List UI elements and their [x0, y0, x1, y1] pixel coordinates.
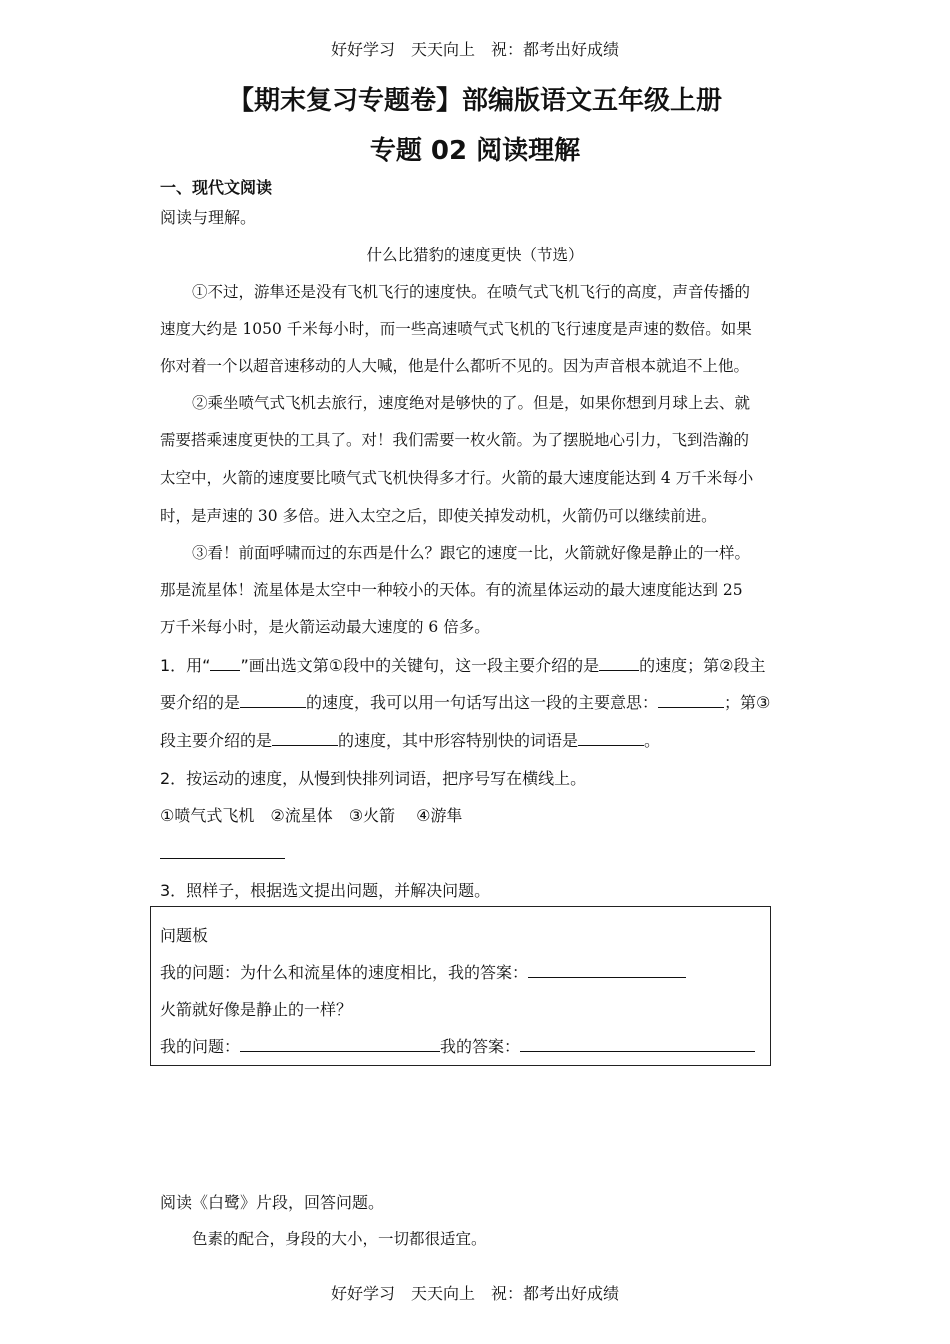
question-1-line-2: 要介绍的是 的速度，我可以用一句话写出这一段的主要意思： ；第③ [160, 693, 771, 712]
example-question: 我的问题：为什么和流星体的速度相比，我的答案： [160, 960, 686, 983]
answer-line[interactable] [160, 858, 285, 859]
reading-instruction: 阅读与理解。 [160, 208, 257, 227]
board-title: 问题板 [160, 926, 209, 945]
page-footer: 好好学习 天天向上 祝：都考出好成绩 [330, 1284, 619, 1303]
answer-blank[interactable] [599, 656, 639, 671]
page-subtitle: 专题 02 阅读理解 [369, 136, 581, 166]
page-header: 好好学习 天天向上 祝：都考出好成绩 [330, 40, 619, 59]
passage-line: 太空中，火箭的速度要比喷气式飞机快得多才行。火箭的最大速度能达到 4 万千米每小 [160, 469, 754, 487]
answer-blank[interactable] [578, 731, 644, 746]
my-question-blank[interactable] [240, 1037, 440, 1052]
example-question-cont: 火箭就好像是静止的一样？ [160, 1000, 353, 1019]
question-2: 2．按运动的速度，从慢到快排列词语，把序号写在横线上。 [160, 769, 587, 788]
passage-line: 你对着一个以超音速移动的人大喊，他是什么都听不见的。因为声音根本就追不上他。 [160, 357, 750, 375]
passage-line: 时，是声速的 30 多倍。进入太空之后，即使关掉发动机，火箭仍可以继续前进。 [160, 507, 717, 525]
passage-line: 那是流星体！流星体是太空中一种较小的天体。有的流星体运动的最大速度能达到 25 [160, 581, 743, 599]
page-title: 【期末复习专题卷】部编版语文五年级上册 [227, 86, 722, 116]
passage-line: ①不过，游隼还是没有飞机飞行的速度快。在喷气式飞机飞行的高度，声音传播的 [192, 283, 751, 301]
passage-line: 需要搭乘速度更快的工具了。对！我们需要一枚火箭。为了摆脱地心引力，飞到浩瀚的 [160, 431, 750, 449]
answer-blank[interactable] [240, 693, 306, 708]
answer-blank[interactable] [272, 731, 338, 746]
question-2-options: ①喷气式飞机 ②流星体 ③火箭 ④游隼 [160, 806, 463, 825]
passage-line: ②乘坐喷气式飞机去旅行，速度绝对是够快的了。但是，如果你想到月球上去、就 [192, 394, 751, 412]
passage-line: 万千米每小时，是火箭运动最大速度的 6 倍多。 [160, 618, 490, 636]
section-heading: 一、现代文阅读 [160, 178, 273, 197]
passage-line: 速度大约是 1050 千米每小时，而一些高速喷气式飞机的飞行速度是声速的数倍。如果 [160, 320, 752, 338]
passage-line: 色素的配合，身段的大小，一切都很适宜。 [192, 1230, 487, 1248]
passage-line: ③看！前面呼啸而过的东西是什么？跟它的速度一比，火箭就好像是静止的一样。 [192, 544, 751, 562]
question-1-line-1: 1．用“ ”画出选文第①段中的关键句，这一段主要介绍的是 的速度；第②段主 [160, 656, 766, 675]
question-1-line-3: 段主要介绍的是 的速度，其中形容特别快的词语是 。 [160, 731, 661, 750]
answer-blank[interactable] [658, 693, 724, 708]
passage-title: 什么比猎豹的速度更快（节选） [366, 246, 584, 264]
reading-instruction-2: 阅读《白鹭》片段，回答问题。 [160, 1193, 385, 1212]
answer-blank[interactable] [210, 656, 240, 671]
answer-blank[interactable] [528, 963, 686, 978]
question-3: 3．照样子，根据选文提出问题，并解决问题。 [160, 881, 491, 900]
my-answer-blank[interactable] [520, 1037, 755, 1052]
my-question-row: 我的问题： 我的答案： [160, 1034, 755, 1057]
